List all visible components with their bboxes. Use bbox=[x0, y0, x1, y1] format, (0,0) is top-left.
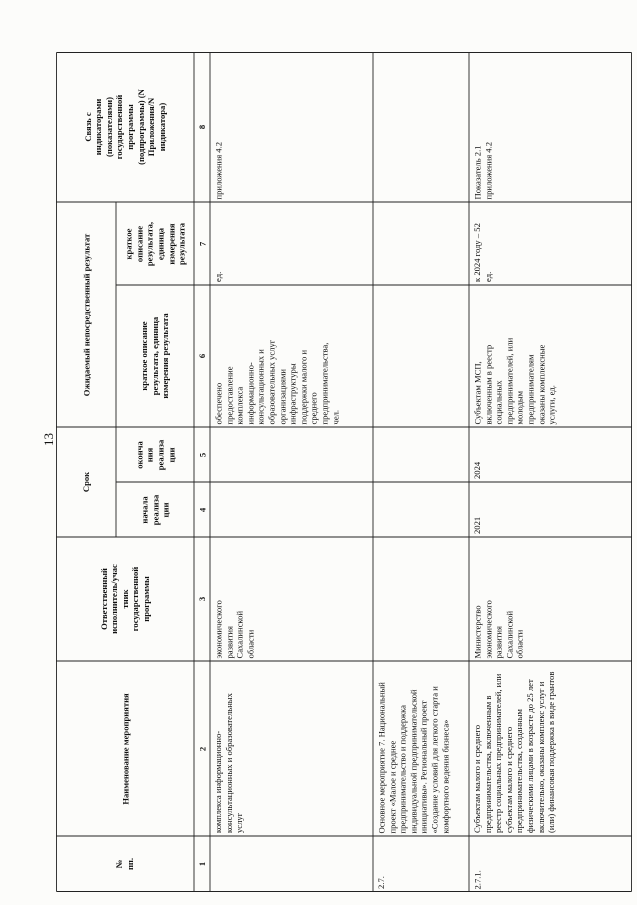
text-line: приложения 4.2 bbox=[213, 141, 223, 199]
text-line: области bbox=[514, 629, 525, 658]
text-line: к 2024 году – 52 bbox=[472, 223, 482, 282]
column-number-4: 4 bbox=[196, 507, 207, 512]
text-line: описание bbox=[133, 225, 144, 262]
text-line: Сахалинской bbox=[503, 610, 514, 658]
header-indicator-link bbox=[59, 55, 191, 199]
text-line: предпринимателей, или bbox=[503, 337, 514, 424]
table-row-cell-name bbox=[472, 664, 629, 833]
text-line: предпринимательства, bbox=[318, 342, 329, 424]
column-number-2: 2 bbox=[196, 746, 207, 751]
text-line: инициативы». Региональный проект bbox=[418, 699, 429, 833]
table-row-cell-indicator bbox=[213, 55, 370, 199]
text-line: программы bbox=[125, 104, 135, 150]
text-line: социальных bbox=[493, 379, 504, 424]
page-number: 13 bbox=[41, 433, 56, 446]
text-line: программы bbox=[140, 576, 151, 622]
text-line: консультационных и образовательных bbox=[223, 693, 234, 833]
text-line: развития bbox=[493, 625, 504, 658]
text-line: индивидуальной предпринимательской bbox=[407, 689, 418, 833]
text-line: 2024 bbox=[472, 461, 482, 479]
text-line: приложения 4.2 bbox=[482, 141, 493, 199]
text-line: комплекса информационно- bbox=[213, 730, 223, 833]
text-line: Субъектам МСП, bbox=[472, 360, 482, 424]
text-line: 2.7.1. bbox=[472, 869, 482, 889]
column-number-3: 3 bbox=[196, 596, 207, 602]
text-line: пп. bbox=[125, 857, 135, 871]
text-line: ед. bbox=[482, 271, 493, 282]
text-line: Основное мероприятие 7. Национальный bbox=[376, 681, 386, 833]
table-row-cell-end-year bbox=[472, 430, 629, 479]
text-line: индикаторами bbox=[93, 98, 104, 156]
column-number-5: 5 bbox=[196, 452, 207, 457]
text-line: результата, bbox=[144, 221, 155, 266]
text-line: чел. bbox=[329, 409, 340, 424]
text-line: тник bbox=[119, 589, 130, 609]
text-line: единица bbox=[155, 227, 165, 260]
text-line: субъектам малого и среднего bbox=[503, 726, 514, 833]
column-number-6: 6 bbox=[196, 353, 207, 359]
table-row-cell-result-short bbox=[472, 205, 629, 282]
header-activity-name bbox=[59, 664, 191, 833]
text-line: (или) финансовая поддержка в виде грантов bbox=[546, 671, 557, 833]
table-row-cell-result-short bbox=[213, 205, 370, 282]
text-line: экономического bbox=[482, 599, 493, 658]
text-line: результата, единица bbox=[149, 316, 160, 396]
text-line: предпринимательства, включенным в bbox=[482, 695, 493, 833]
table-row-cell-name bbox=[213, 664, 370, 833]
table-row-cell-executor bbox=[213, 540, 370, 658]
text-line: (подпрограммы) (N bbox=[135, 89, 146, 165]
text-line: оконча bbox=[133, 440, 144, 469]
text-line: развития bbox=[223, 625, 234, 658]
activities-table bbox=[56, 52, 632, 892]
text-line: Связь с bbox=[82, 112, 93, 142]
text-line: 2.7. bbox=[376, 876, 386, 889]
table-row-cell-indicator bbox=[472, 55, 629, 199]
text-line: Наименование мероприятия bbox=[119, 692, 130, 805]
text-line: «Создание условий для легкого старта и bbox=[428, 685, 439, 833]
header-expected-result-group bbox=[59, 205, 113, 424]
text-line: информационно- bbox=[244, 361, 255, 424]
header-result-description bbox=[119, 288, 191, 424]
text-line: измерения bbox=[165, 222, 176, 265]
header-number bbox=[59, 839, 191, 889]
text-line: Министерство bbox=[472, 605, 482, 658]
table-row-cell-executor bbox=[472, 540, 629, 658]
table-row-cell-result-description bbox=[213, 288, 370, 424]
text-line: реестр социальных предпринимателей, или bbox=[493, 673, 504, 833]
text-line: молодым bbox=[514, 390, 525, 424]
text-line: комфортного ведения бизнеса» bbox=[439, 719, 450, 833]
text-line: ния bbox=[144, 447, 155, 462]
text-line: Субъектам малого и среднего bbox=[472, 724, 482, 833]
text-line: государственной bbox=[130, 566, 141, 632]
text-line: предпринимателям bbox=[524, 354, 535, 424]
text-line: начала bbox=[139, 495, 150, 524]
text-line: организациями bbox=[276, 368, 287, 424]
header-term-start bbox=[118, 484, 192, 535]
text-line: услуги, ед. bbox=[546, 384, 557, 424]
text-line: измерения результата bbox=[160, 313, 171, 399]
text-line: предпринимательство и поддержка bbox=[397, 704, 408, 833]
text-line: индикатора) bbox=[156, 102, 167, 152]
text-line: комплекса bbox=[234, 386, 245, 424]
text-line: среднего bbox=[308, 391, 319, 424]
text-line: включительно, оказаны комплекс услуг и bbox=[535, 681, 546, 833]
text-line: услуг bbox=[234, 812, 245, 833]
text-line: консультационных и bbox=[255, 348, 266, 424]
text-line: области bbox=[244, 629, 255, 658]
text-line: обеспечено bbox=[213, 382, 223, 424]
text-line: ед. bbox=[213, 271, 223, 282]
text-line: Ответственный bbox=[98, 568, 109, 630]
text-line: включенным в реестр bbox=[482, 344, 493, 424]
text-line: предоставление bbox=[223, 365, 234, 424]
text-line: № bbox=[114, 859, 125, 869]
text-line: краткое bbox=[123, 228, 134, 259]
table-row-cell-start-year bbox=[472, 485, 629, 534]
text-line: инфраструктуры bbox=[287, 362, 298, 424]
text-line: ции bbox=[165, 447, 176, 462]
text-line: Срок bbox=[80, 471, 91, 493]
column-number-1: 1 bbox=[196, 861, 207, 867]
text-line: результата bbox=[176, 222, 187, 265]
table-row-cell-name bbox=[376, 664, 466, 833]
header-executor bbox=[59, 540, 191, 658]
table-row-cell-number bbox=[376, 839, 466, 889]
text-line: физическими лицами в возрасте до 25 лет bbox=[524, 679, 535, 833]
table-row-cell-result-description bbox=[472, 288, 629, 424]
text-line: Сахалинской bbox=[234, 610, 245, 658]
text-line: реализа bbox=[155, 439, 165, 470]
text-line: Показатель 2.1 bbox=[472, 144, 482, 199]
text-line: краткое описание bbox=[139, 321, 150, 391]
text-line: оказаны комплексные bbox=[535, 344, 546, 424]
text-line: реализа bbox=[149, 494, 160, 525]
text-line: проект «Малое и среднее bbox=[386, 740, 397, 833]
text-line: Приложения/N bbox=[146, 97, 157, 157]
text-line: экономического bbox=[213, 599, 223, 658]
column-number-8: 8 bbox=[196, 124, 207, 130]
text-line: ции bbox=[160, 502, 171, 517]
table-row-cell-number bbox=[472, 839, 629, 889]
text-line: поддержки малого и bbox=[297, 349, 308, 424]
text-line: исполнитель/учас bbox=[109, 564, 120, 634]
text-line: образовательных услуг bbox=[265, 339, 276, 424]
text-line: (показателями) bbox=[103, 97, 114, 157]
header-term-group bbox=[59, 430, 113, 534]
text-line: 2021 bbox=[472, 516, 482, 534]
header-term-end bbox=[118, 429, 192, 480]
text-line: государственной bbox=[114, 94, 125, 160]
column-number-7: 7 bbox=[196, 241, 207, 246]
text-line: предпринимательства, созданным bbox=[514, 709, 525, 833]
text-line: Ожидаемый непосредственный результат bbox=[80, 233, 91, 396]
header-result-short bbox=[119, 205, 191, 282]
